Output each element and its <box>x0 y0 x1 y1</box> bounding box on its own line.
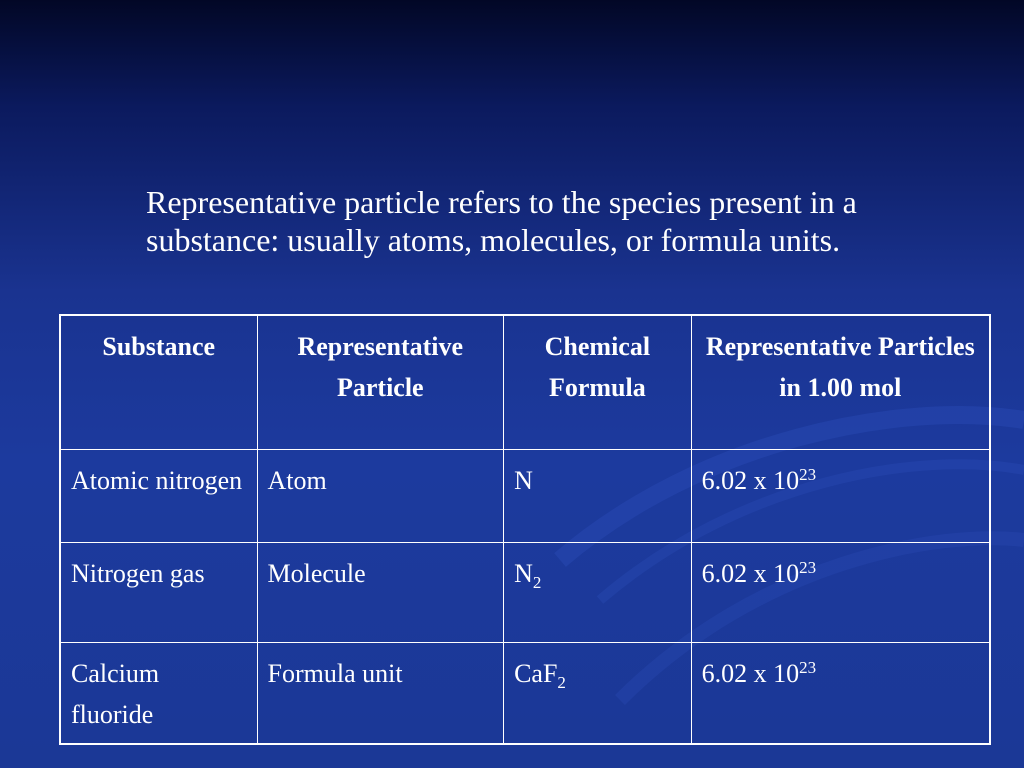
cell-particle: Atom <box>257 449 504 542</box>
cell-particle: Formula unit <box>257 642 504 744</box>
formula-subscript: 2 <box>557 672 566 692</box>
count-exponent: 23 <box>799 557 817 577</box>
count-base: 6.02 x 10 <box>701 465 800 495</box>
count-base: 6.02 x 10 <box>701 558 800 588</box>
header-particles-in-1-mol: Representative Particles in 1.00 mol <box>691 315 990 449</box>
header-substance: Substance <box>60 315 257 449</box>
formula-base: CaF <box>514 658 558 688</box>
cell-substance: Calcium fluoride <box>60 642 257 744</box>
table-row <box>60 642 990 744</box>
cell-substance: Nitrogen gas <box>60 542 257 642</box>
intro-text: Representative particle refers to the species present in a substance: usually atoms, molecules, or formula units. <box>146 184 857 258</box>
table-header-row <box>60 315 990 449</box>
table-row <box>60 542 990 642</box>
representative-particles-table <box>59 314 991 745</box>
cell-formula <box>504 642 692 744</box>
cell-count <box>691 449 990 542</box>
header-representative-particle: Representative Particle <box>257 315 504 449</box>
cell-formula <box>504 542 692 642</box>
formula-base: N <box>514 465 533 495</box>
cell-formula <box>504 449 692 542</box>
count-base: 6.02 x 10 <box>701 658 800 688</box>
count-exponent: 23 <box>799 464 817 484</box>
cell-particle: Molecule <box>257 542 504 642</box>
count-exponent: 23 <box>799 657 817 677</box>
formula-base: N <box>514 558 533 588</box>
table-row <box>60 449 990 542</box>
cell-substance: Atomic nitrogen <box>60 449 257 542</box>
header-chemical-formula: Chemical Formula <box>504 315 692 449</box>
cell-count <box>691 642 990 744</box>
cell-count <box>691 542 990 642</box>
formula-subscript: 2 <box>532 572 542 592</box>
